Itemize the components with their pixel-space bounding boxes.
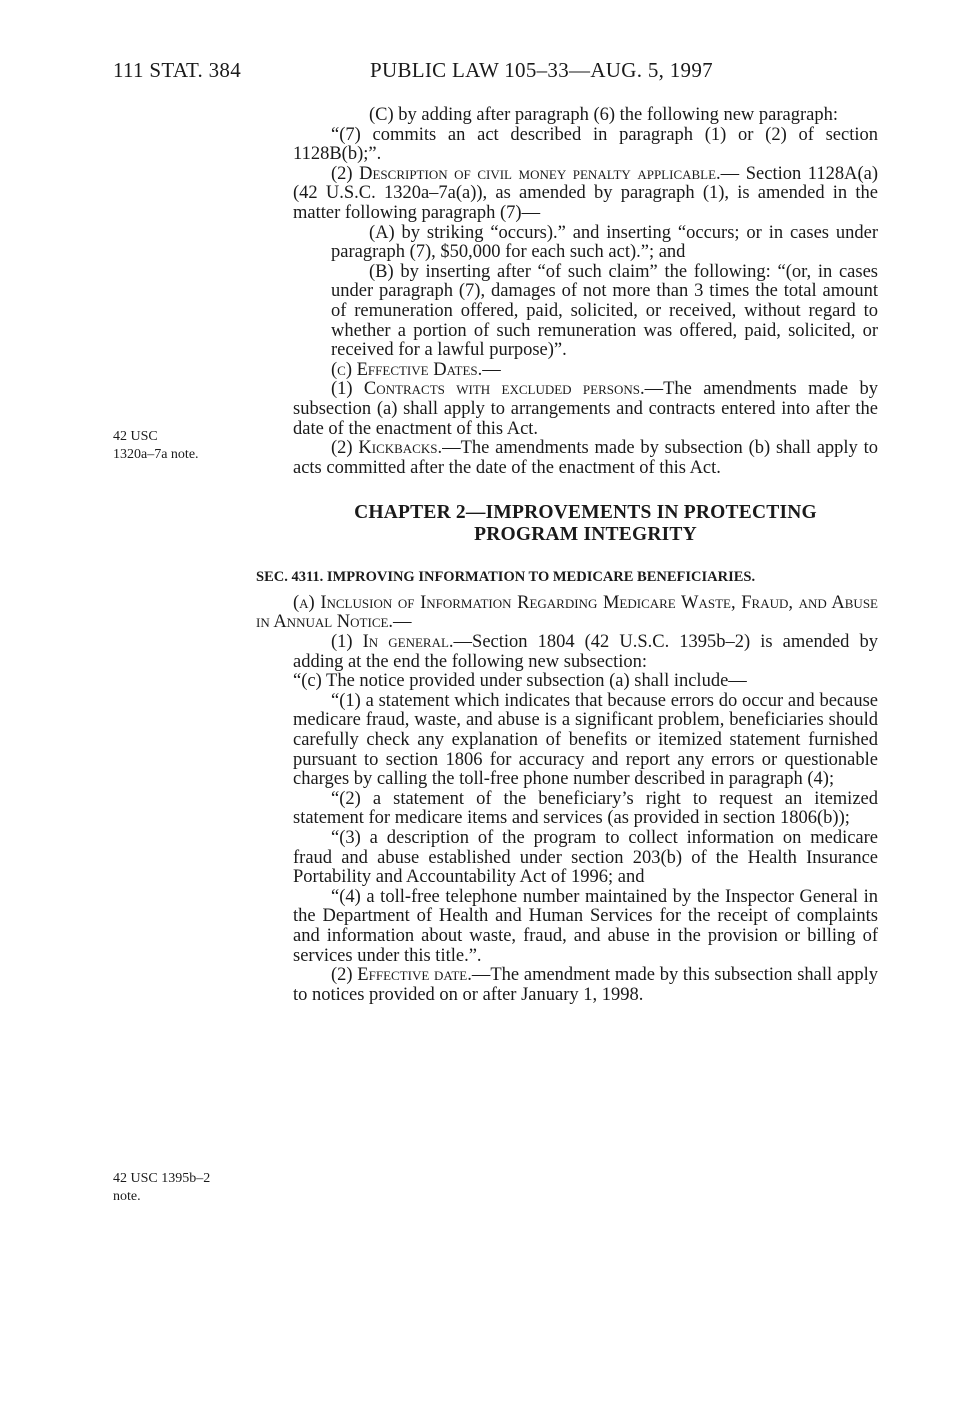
margin-note <box>113 1170 210 1206</box>
section-heading <box>256 568 878 588</box>
paragraph: (C) by adding after paragraph (6) the following new paragraph: <box>369 105 839 125</box>
paragraph <box>293 380 878 439</box>
paragraph <box>293 439 878 478</box>
page-citation: 111 STAT. 384 <box>113 58 242 82</box>
chapter-heading-line: CHAPTER 2—IMPROVEMENTS IN PROTECTING <box>354 502 817 524</box>
paragraph-heading: (1) Contracts with excluded persons. <box>331 379 645 400</box>
margin-note-line: 42 USC <box>113 429 158 444</box>
chapter-heading <box>293 502 878 546</box>
quoted-paragraph: “(3) a description of the program to collect information on medicare fraud and abuse established under section 203(b) of the Health Insurance Portability and Accountability Act of 1996; and <box>293 828 878 888</box>
paragraph-heading: (1) In general. <box>331 632 454 653</box>
section-heading-text: SEC. 4311. IMPROVING INFORMATION TO MEDICARE BENEFICIARIES. <box>256 569 756 586</box>
paragraph <box>293 633 878 672</box>
subsection-heading: (c) Effective Dates.— <box>331 359 501 380</box>
page-running-head: PUBLIC LAW 105–33—AUG. 5, 1997 <box>370 58 713 82</box>
paragraph: (B) by inserting after “of such claim” the following: “(or, in cases under paragraph (7), damages of not more than 3 times the total amount of remuneration offered, paid, solicited, or received, without regard to whether a portion of such remuneration was offered, paid, solicited, or received for a lawful purpose)”. <box>331 261 878 361</box>
paragraph-heading: (2) Description of civil money penalty applicable.— <box>331 163 740 184</box>
subsection-heading-text: (a) Inclusion of Information Regarding Medicare Waste, Fraud, and Abuse in Annual Notice.— <box>256 592 878 633</box>
paragraph <box>293 165 878 224</box>
paragraph-text: —Section 1804 (42 U.S.C. 1395b–2) is amended by adding at the end the following new subsection: <box>293 632 878 672</box>
chapter-heading-line: PROGRAM INTEGRITY <box>474 524 697 546</box>
margin-note <box>113 428 199 464</box>
paragraph-text: —The amendment made by this subsection shall apply to notices provided on or after January 1, 1998. <box>293 965 878 1005</box>
quoted-paragraph: “(7) commits an act described in paragraph (1) or (2) of section 1128B(b);”. <box>293 124 878 165</box>
paragraph <box>293 966 878 1005</box>
paragraph: (A) by striking “occurs).” and inserting “occurs; or in cases under paragraph (7), $50,000 for each such act).”; and <box>331 222 878 263</box>
quoted-paragraph: “(4) a toll-free telephone number maintained by the Inspector General in the Department of Health and Human Services for the receipt of complaints and information about waste, fraud, and abuse in the provision or billing of services under this title.”. <box>293 886 878 966</box>
paragraph-text: —The amendments made by subsection (a) shall apply to arrangements and contracts entered into after the date of the enactment of this Act. <box>293 379 878 439</box>
paragraph-text: —The amendments made by subsection (b) shall apply to acts committed after the date of the enactment of this Act. <box>293 438 878 478</box>
quoted-paragraph: “(1) a statement which indicates that because errors do occur and because medicare fraud, waste, and abuse is a significant problem, beneficiaries should carefully check any explanation of benefits or itemized statement furnished pursuant to section 1806 for accuracy and report any errors or questionable charges by calling the toll-free phone number described in paragraph (4); <box>293 690 878 790</box>
body-column <box>256 105 878 1005</box>
subsection-heading <box>256 594 878 633</box>
quoted-paragraph: “(2) a statement of the beneficiary’s right to request an itemized statement for medicare items and services (as provided in section 1806(b)); <box>293 788 878 829</box>
paragraph-heading: (2) Kickbacks. <box>331 438 443 459</box>
margin-note-line: 42 USC 1395b–2 <box>113 1171 211 1186</box>
paragraph-heading: (2) Effective date. <box>331 965 472 986</box>
margin-note-line: 1320a–7a note. <box>113 447 199 462</box>
paragraph-text: Section 1128A(a) (42 U.S.C. 1320a–7a(a)), as amended by paragraph (1), is amended in the matter following paragraph (7)— <box>293 163 878 223</box>
margin-note-line: note. <box>113 1189 141 1204</box>
quoted-paragraph: “(c) The notice provided under subsection (a) shall include— <box>293 671 747 692</box>
